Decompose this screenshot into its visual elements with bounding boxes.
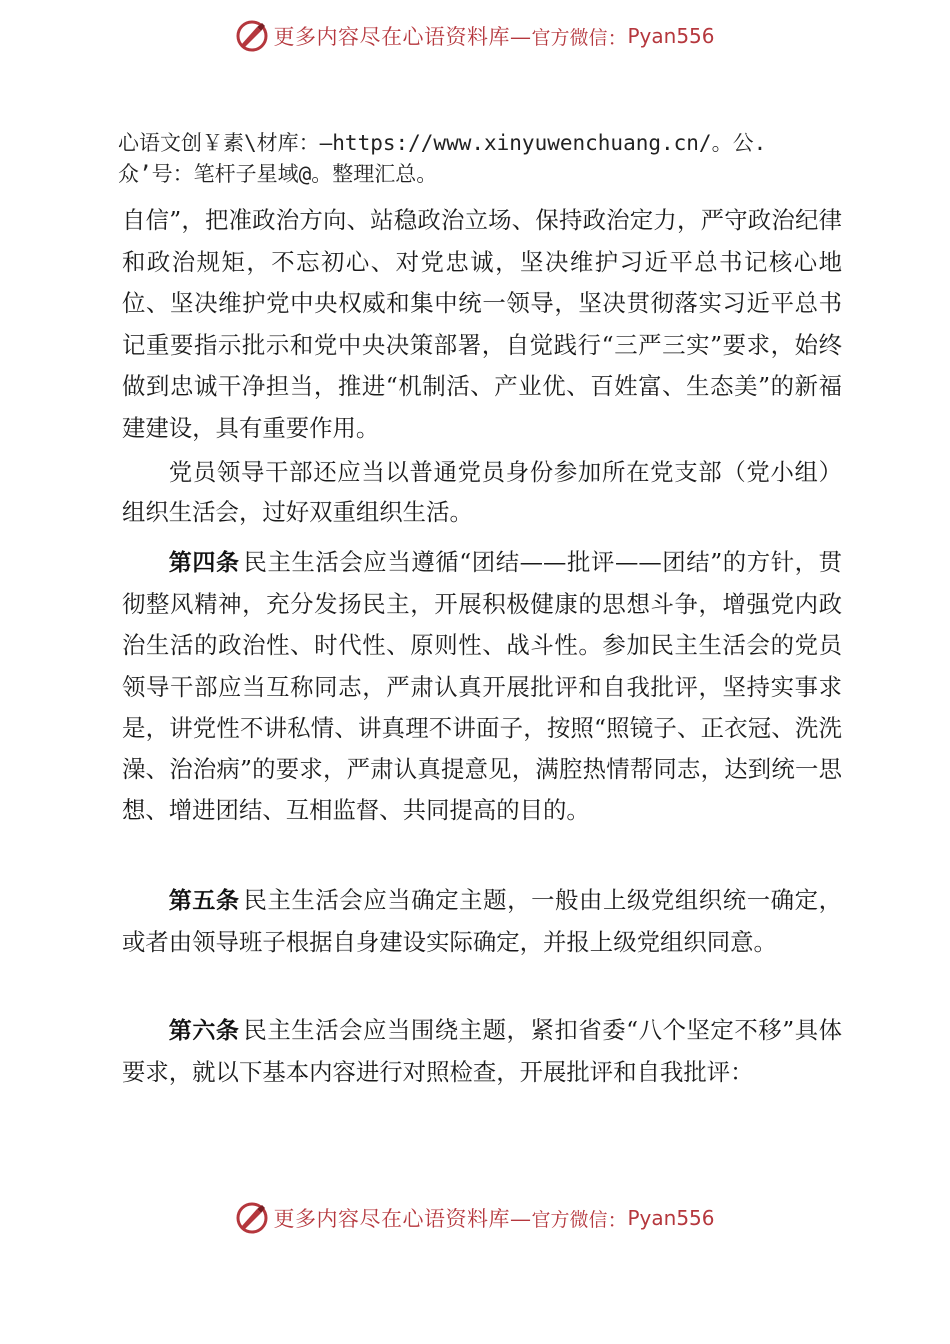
article-6: [122, 1010, 842, 1093]
footer-banner-text: 更多内容尽在心语资料库—: [273, 1207, 532, 1231]
footer-banner-colon: ：: [607, 1207, 628, 1232]
pen-logo-icon: [235, 19, 269, 53]
wechat-id: Pyan556: [627, 24, 715, 48]
pen-logo-icon: [235, 1201, 269, 1235]
article-6-label: 第六条: [168, 1018, 240, 1044]
source-note-line1: 心语文创￥素\材库：—https://www.xinyuwenchuang.cn/。公.: [118, 131, 767, 155]
footer-official-label: 官方微信: [531, 1208, 608, 1231]
article-4-label: 第四条: [168, 550, 240, 576]
footer-wechat-id: Pyan556: [627, 1206, 715, 1230]
banner-text: 更多内容尽在心语资料库—: [273, 25, 532, 49]
article-6-text: 民主生活会应当围绕主题，紧扣省委“八个坚定不移”具体要求，就以下基本内容进行对照检查，开展批评和自我批评：: [122, 1016, 843, 1086]
official-label: 官方微信: [531, 26, 608, 49]
article-5: [122, 880, 842, 963]
paragraph-dual-organization: 党员领导干部还应当以普通党员身份参加所在党支部（党小组）组织生活会，过好双重组织生活。: [122, 458, 842, 526]
source-note: [118, 128, 878, 190]
article-5-text: 民主生活会应当确定主题，一般由上级党组织统一确定，或者由领导班子根据自身建设实际确定，并报上级党组织同意。: [122, 886, 843, 956]
article-5-label: 第五条: [168, 888, 240, 914]
banner-colon: ：: [607, 25, 628, 50]
header-banner: [0, 16, 950, 56]
article-4-text: 民主生活会应当遵循“团结——批评——团结”的方针，贯彻整风精神，充分发扬民主，开展积极健康的思想斗争，增强党内政治生活的政治性、时代性、原则性、战斗性。参加民主生活会的党员领导干部应当互称同志，严肃认真开展批评和自我批评，坚持实事求是，讲党性不讲私情、讲真理不讲面子，按照“照镜子、正衣冠、洗洗澡、治治病”的要求，严肃认真提意见，满腔热情帮同志，达到统一思想、增进团结、互相监督、共同提高的目的。: [122, 548, 843, 825]
source-note-line2: 众’号：笔杆子星域@。整理汇总。: [118, 162, 438, 186]
article-4: [122, 542, 842, 831]
footer-banner: [0, 1198, 950, 1238]
paragraph-continued: 自信”，把准政治方向、站稳政治立场、保持政治定力，严守政治纪律和政治规矩，不忘初心、对党忠诚，坚决维护习近平总书记核心地位、坚决维护党中央权威和集中统一领导，坚决贯彻落实习近平总书记重要指示批示和党中央决策部署，自觉践行“三严三实”要求，始终做到忠诚干净担当，推进“机制活、产业优、百姓富、生态美”的新福建建设，具有重要作用。: [122, 206, 842, 442]
